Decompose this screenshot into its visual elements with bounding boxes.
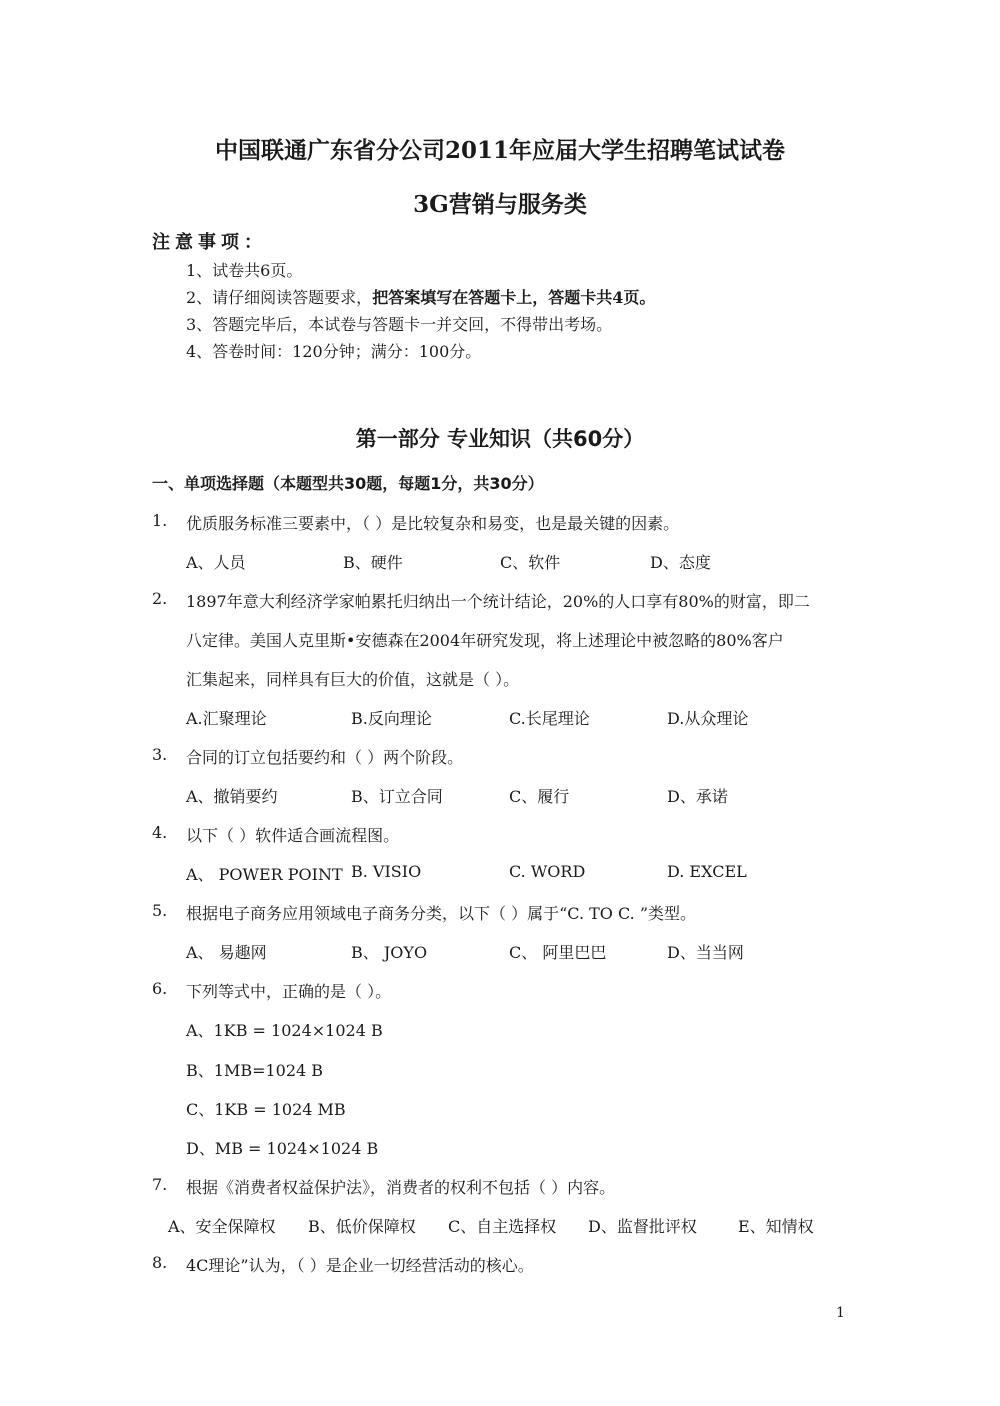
exam-title: 中国联通广东省分公司2011年应届大学生招聘笔试试卷 bbox=[214, 137, 785, 164]
question-number: 7. bbox=[152, 1175, 168, 1194]
question-number: 3. bbox=[152, 745, 168, 764]
option-b: B. VISIO bbox=[351, 862, 422, 881]
option-b: B、 JOYO bbox=[351, 943, 428, 962]
option-a: A.汇聚理论 bbox=[186, 709, 267, 728]
question-text: 1897年意大利经济学家帕累托归纳出一个统计结论，20%的人口享有80%的财富，即二 bbox=[186, 592, 810, 611]
option-a: A、 POWER POINT bbox=[186, 865, 343, 884]
notice-item: 4、答卷时间：120分钟；满分：100分。 bbox=[186, 342, 482, 361]
option-e: E、知情权 bbox=[738, 1217, 814, 1236]
option-b: B、1MB=1024 B bbox=[186, 1061, 324, 1080]
option-d: D.从众理论 bbox=[667, 709, 749, 728]
question-text: 合同的订立包括要约和（ ）两个阶段。 bbox=[186, 748, 464, 767]
question-text: 4C理论”认为，（ ）是企业一切经营活动的核心。 bbox=[186, 1256, 534, 1275]
question-number: 2. bbox=[152, 589, 168, 608]
section-title: 第一部分 专业知识（共60分） bbox=[355, 427, 645, 451]
option-b: B、低价保障权 bbox=[308, 1217, 416, 1236]
question-number: 1. bbox=[152, 511, 168, 530]
option-a: A、人员 bbox=[186, 553, 246, 572]
question-number: 5. bbox=[152, 901, 168, 920]
option-d: D. EXCEL bbox=[667, 862, 747, 881]
notice-heading: 注意事项： bbox=[152, 232, 267, 253]
option-b: B.反向理论 bbox=[351, 709, 432, 728]
option-a: A、撤销要约 bbox=[186, 787, 278, 806]
question-number: 6. bbox=[152, 979, 168, 998]
option-a: A、安全保障权 bbox=[168, 1217, 276, 1236]
exam-subtitle: 3G营销与服务类 bbox=[413, 191, 587, 218]
option-d: D、当当网 bbox=[667, 943, 744, 962]
option-c: C、履行 bbox=[509, 787, 570, 806]
notice-item bbox=[186, 285, 655, 308]
question-text: 根据《消费者权益保护法》，消费者的权利不包括（ ）内容。 bbox=[186, 1178, 616, 1197]
option-d: D、监督批评权 bbox=[588, 1217, 697, 1236]
option-d: D、态度 bbox=[650, 553, 711, 572]
page-number: 1 bbox=[836, 1305, 845, 1321]
question-number: 4. bbox=[152, 823, 168, 842]
option-b: B、订立合同 bbox=[351, 787, 443, 806]
option-b: B、硬件 bbox=[343, 553, 403, 572]
part-heading: 一、单项选择题（本题型共30题，每题1分，共30分） bbox=[152, 474, 544, 493]
notice-item: 3、答题完毕后，本试卷与答题卡一并交回，不得带出考场。 bbox=[186, 315, 613, 334]
option-a: A、 易趣网 bbox=[186, 943, 267, 962]
option-d: D、MB = 1024×1024 B bbox=[186, 1139, 379, 1158]
question-text: 根据电子商务应用领域电子商务分类，以下（ ）属于“C. TO C. ”类型。 bbox=[186, 904, 697, 923]
notice-item-text: 2、请仔细阅读答题要求， bbox=[186, 288, 373, 307]
option-c: C.长尾理论 bbox=[509, 709, 590, 728]
option-c: C、1KB = 1024 MB bbox=[186, 1100, 346, 1119]
question-text: 优质服务标准三要素中，（ ）是比较复杂和易变，也是最关键的因素。 bbox=[186, 514, 680, 533]
option-a: A、1KB = 1024×1024 B bbox=[186, 1021, 383, 1040]
option-c: C、软件 bbox=[500, 553, 561, 572]
question-text: 以下（ ）软件适合画流程图。 bbox=[186, 826, 400, 845]
option-c: C. WORD bbox=[509, 862, 586, 881]
option-d: D、承诺 bbox=[667, 787, 728, 806]
notice-item: 1、试卷共6页。 bbox=[186, 261, 303, 280]
notice-item-emphasis: 把答案填写在答题卡上，答题卡共4页。 bbox=[372, 288, 656, 307]
option-c: C、自主选择权 bbox=[448, 1217, 557, 1236]
question-text: 下列等式中，正确的是（ ）。 bbox=[186, 982, 392, 1001]
question-text: 八定律。美国人克里斯•安德森在2004年研究发现，将上述理论中被忽略的80%客户 bbox=[186, 631, 784, 650]
option-c: C、 阿里巴巴 bbox=[509, 943, 607, 962]
question-text: 汇集起来，同样具有巨大的价值，这就是（ ）。 bbox=[186, 670, 520, 689]
question-number: 8. bbox=[152, 1253, 168, 1272]
